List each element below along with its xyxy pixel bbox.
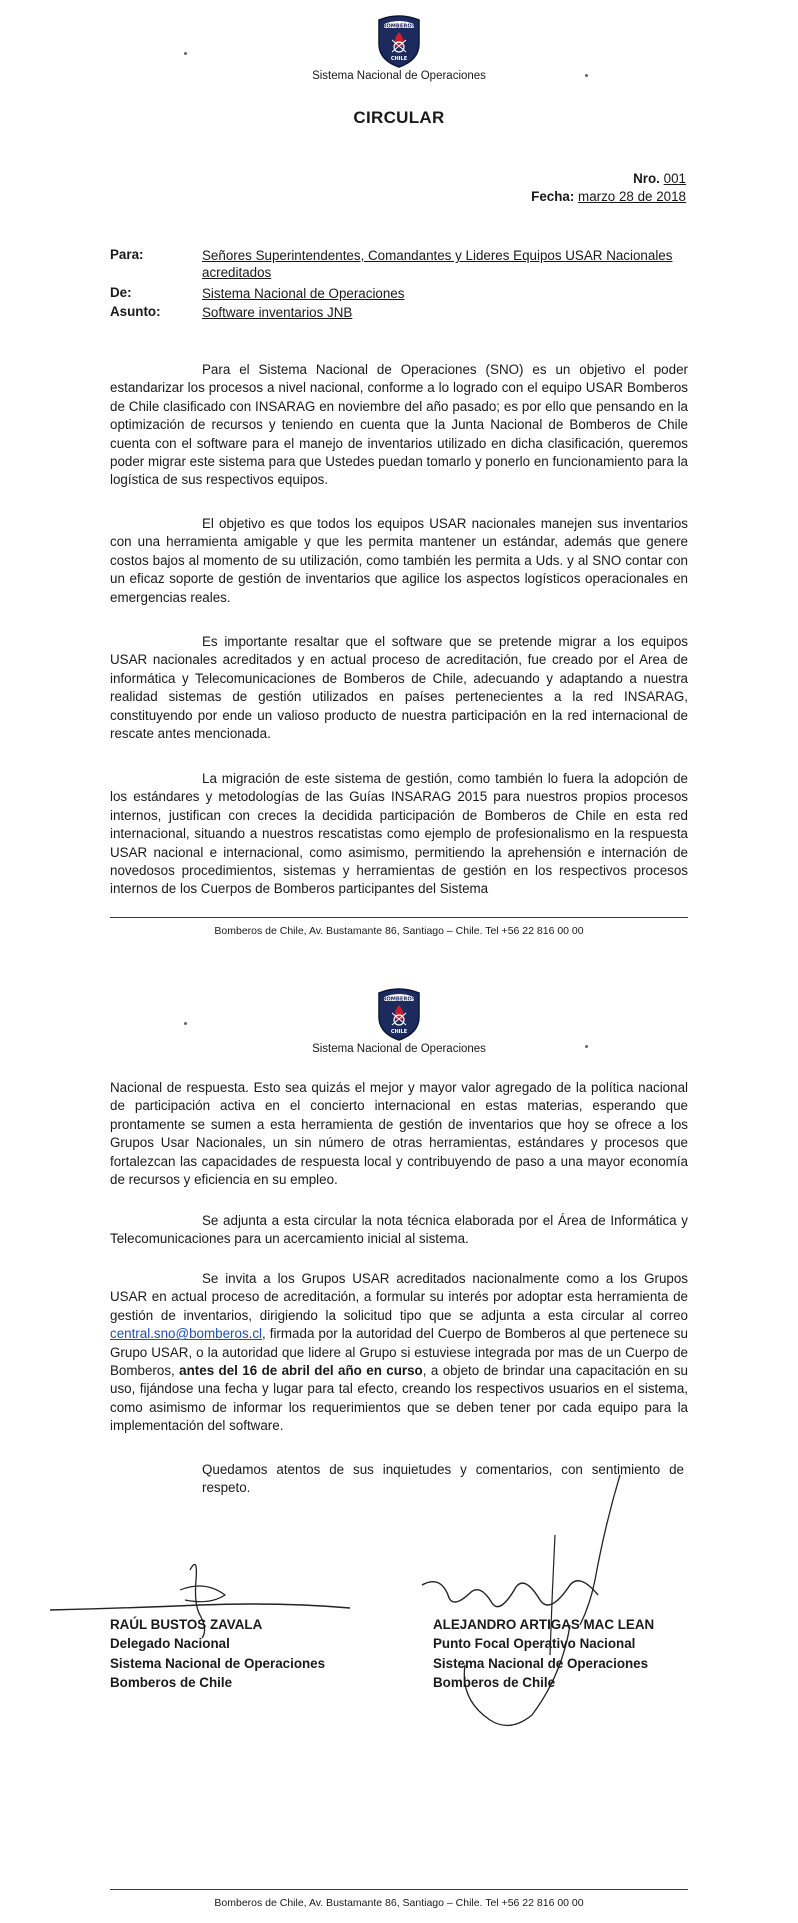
signatory-name: RAÚL BUSTOS ZAVALA xyxy=(110,1617,263,1632)
scan-speck xyxy=(585,74,588,77)
request-text-c: , a objeto de brindar una capacitación en su uso, fijándose una fecha y lugar para tal efecto, creando los respectivos usuarios en el sistema, como asimismo de informar los requerimientos que se deben tener por cada equipo para la implementación del software. xyxy=(110,1363,688,1434)
subject-label: Asunto: xyxy=(110,304,161,319)
number-label: Nro. xyxy=(633,171,660,186)
org-header: Sistema Nacional de Operaciones xyxy=(312,1043,486,1055)
fire-shield-icon xyxy=(376,987,422,1041)
signatory-role: Delegado Nacional xyxy=(110,1636,230,1652)
footer-address: Bomberos de Chile, Av. Bustamante 86, Santiago – Chile. Tel +56 22 816 00 00 xyxy=(214,925,584,937)
subject-value: Software inventarios JNB xyxy=(202,305,353,320)
to-value: Señores Superintendentes, Comandantes y Lideres Equipos USAR Nacionales acreditados xyxy=(202,248,673,280)
signatory-org: Sistema Nacional de Operaciones xyxy=(433,1655,649,1671)
scan-speck xyxy=(184,52,187,55)
bomberos-logo xyxy=(376,987,422,1041)
footer-rule xyxy=(110,917,688,918)
document-title: CIRCULAR xyxy=(353,108,445,127)
logo-bottom-text: CHILE xyxy=(390,56,408,62)
number-value: 001 xyxy=(663,171,686,186)
document-page-1 xyxy=(0,0,798,960)
signatory-org: Sistema Nacional de Operaciones xyxy=(110,1655,326,1671)
signatory-role: Punto Focal Operativo Nacional xyxy=(433,1636,636,1652)
scan-speck xyxy=(585,1045,588,1048)
to-label: Para: xyxy=(110,247,144,262)
closing-paragraph: Quedamos atentos de sus inquietudes y comentarios, con sentimiento de respeto. xyxy=(202,1462,684,1496)
request-text-a: Se invita a los Grupos USAR acreditados nacionalmente como a los Grupos USAR en actual proceso de acreditación, a formular su interés por adoptar esta herramienta de gestión de inventarios, dirigiendo la solicitud tipo que se adjunta a esta circular al correo xyxy=(110,1271,688,1323)
bomberos-logo xyxy=(376,14,422,68)
body-paragraph-request xyxy=(110,1270,688,1436)
from-value: Sistema Nacional de Operaciones xyxy=(202,286,405,301)
body-paragraph: Se adjunta a esta circular la nota técnica elaborada por el Área de Informática y Telecomunicaciones para un acercamiento inicial al sistema. xyxy=(110,1213,688,1247)
body-paragraph: La migración de este sistema de gestión, como también lo fuera la adopción de los estándares y metodologías de las Guías INSARAG 2015 para nuestros propios procesos internos, justifican con creces la decidida participación de Bomberos de Chile en esta red internacional, situando a nuestros rescatistas como ejemplo de profesionalismo en la respuesta USAR nacional e internacional, como asimismo, permitiendo la aprehensión e internación de novedosos procedimientos, sistemas y herramientas de gestión en los respectivos procesos internos de los Cuerpos de Bomberos participantes del Sistema xyxy=(110,771,688,897)
logo-top-text: BOMBEROS xyxy=(382,996,416,1003)
circular-date xyxy=(531,188,686,205)
signatory-name: ALEJANDRO ARTIGAS MAC LEAN xyxy=(433,1617,655,1632)
footer-rule xyxy=(110,1889,688,1890)
logo-bottom-text: CHILE xyxy=(390,1029,408,1035)
scan-speck xyxy=(184,1022,187,1025)
signatory-left xyxy=(110,1615,325,1693)
signature-artigas xyxy=(420,1475,650,1735)
from-label: De: xyxy=(110,285,132,300)
logo-top-text: BOMBEROS xyxy=(382,23,416,30)
document-page-2 xyxy=(0,975,798,1923)
footer-address: Bomberos de Chile, Av. Bustamante 86, Santiago – Chile. Tel +56 22 816 00 00 xyxy=(214,1897,584,1909)
org-header: Sistema Nacional de Operaciones xyxy=(312,70,486,82)
request-text-b: , firmada por la autoridad del Cuerpo de Bomberos al que pertenece su Grupo USAR, o la autoridad que lidere al Grupo si estuviese integrada por mas de un Cuerpo de Bomberos, xyxy=(110,1326,688,1379)
date-label: Fecha: xyxy=(531,189,575,204)
signatory-right xyxy=(433,1615,654,1693)
body-paragraph: Para el Sistema Nacional de Operaciones (SNO) es un objetivo el poder estandarizar los procesos a nivel nacional, conforme a lo logrado con el equipo USAR Bomberos de Chile clasificado con INSARAG en noviembre del año pasado; es por ello que pensando en la optimización de recursos y teniendo en cuenta que la Junta Nacional de Bomberos de Chile cuenta con el software para el manejo de inventarios utilizado en dicha clasificación, queremos poder migrar este sistema para que Ustedes puedan tomarlo y ponerlo en funcionamiento para la logística de sus respectivos equipos. xyxy=(110,362,688,488)
body-paragraph: Nacional de respuesta. Esto sea quizás el mejor y mayor valor agregado de la política nacional de participación activa en el concierto internacional en estas materias, esperando que prontamente se sumen a esta herramienta de gestión de inventarios que hoy se ofrece a los Grupos Usar Nacionales, un sin número de otras herramientas, estándares y procesos que fortalezcan las capacidades de respuesta local y contribuyendo de paso a una mayor economía de recursos y eficiencia en su empleo. xyxy=(110,1080,688,1188)
body-paragraph: Es importante resaltar que el software que se pretende migrar a los equipos USAR nacionales acreditados y en actual proceso de acreditación, fue creado por el Area de informática y Telecomunicaciones de Bomberos de Chile, adecuando y adaptando a nuestra realidad sistemas de gestión utilizados en países pertenecientes a la red INSARAG, constituyendo por ende un valioso producto de nuestra participación en la red internacional de rescate antes mencionada. xyxy=(110,634,688,742)
signatory-institution: Bomberos de Chile xyxy=(433,1675,556,1691)
body-paragraph: El objetivo es que todos los equipos USAR nacionales manejen sus inventarios con una herramienta amigable y que les permita mantener un estándar, además que genere costos bajos al momento de su utilización, como también les permita a Uds. y al SNO contar con un eficaz soporte de gestión de inventarios que agilice los aspectos logísticos operacionales en emergencias reales. xyxy=(110,516,688,605)
date-value: marzo 28 de 2018 xyxy=(578,189,686,204)
fire-shield-icon xyxy=(376,14,422,68)
signatory-institution: Bomberos de Chile xyxy=(110,1675,233,1691)
contact-email-link[interactable]: central.sno@bomberos.cl xyxy=(110,1326,263,1342)
circular-number xyxy=(633,170,686,187)
deadline-text: antes del 16 de abril del año en curso xyxy=(179,1363,423,1379)
